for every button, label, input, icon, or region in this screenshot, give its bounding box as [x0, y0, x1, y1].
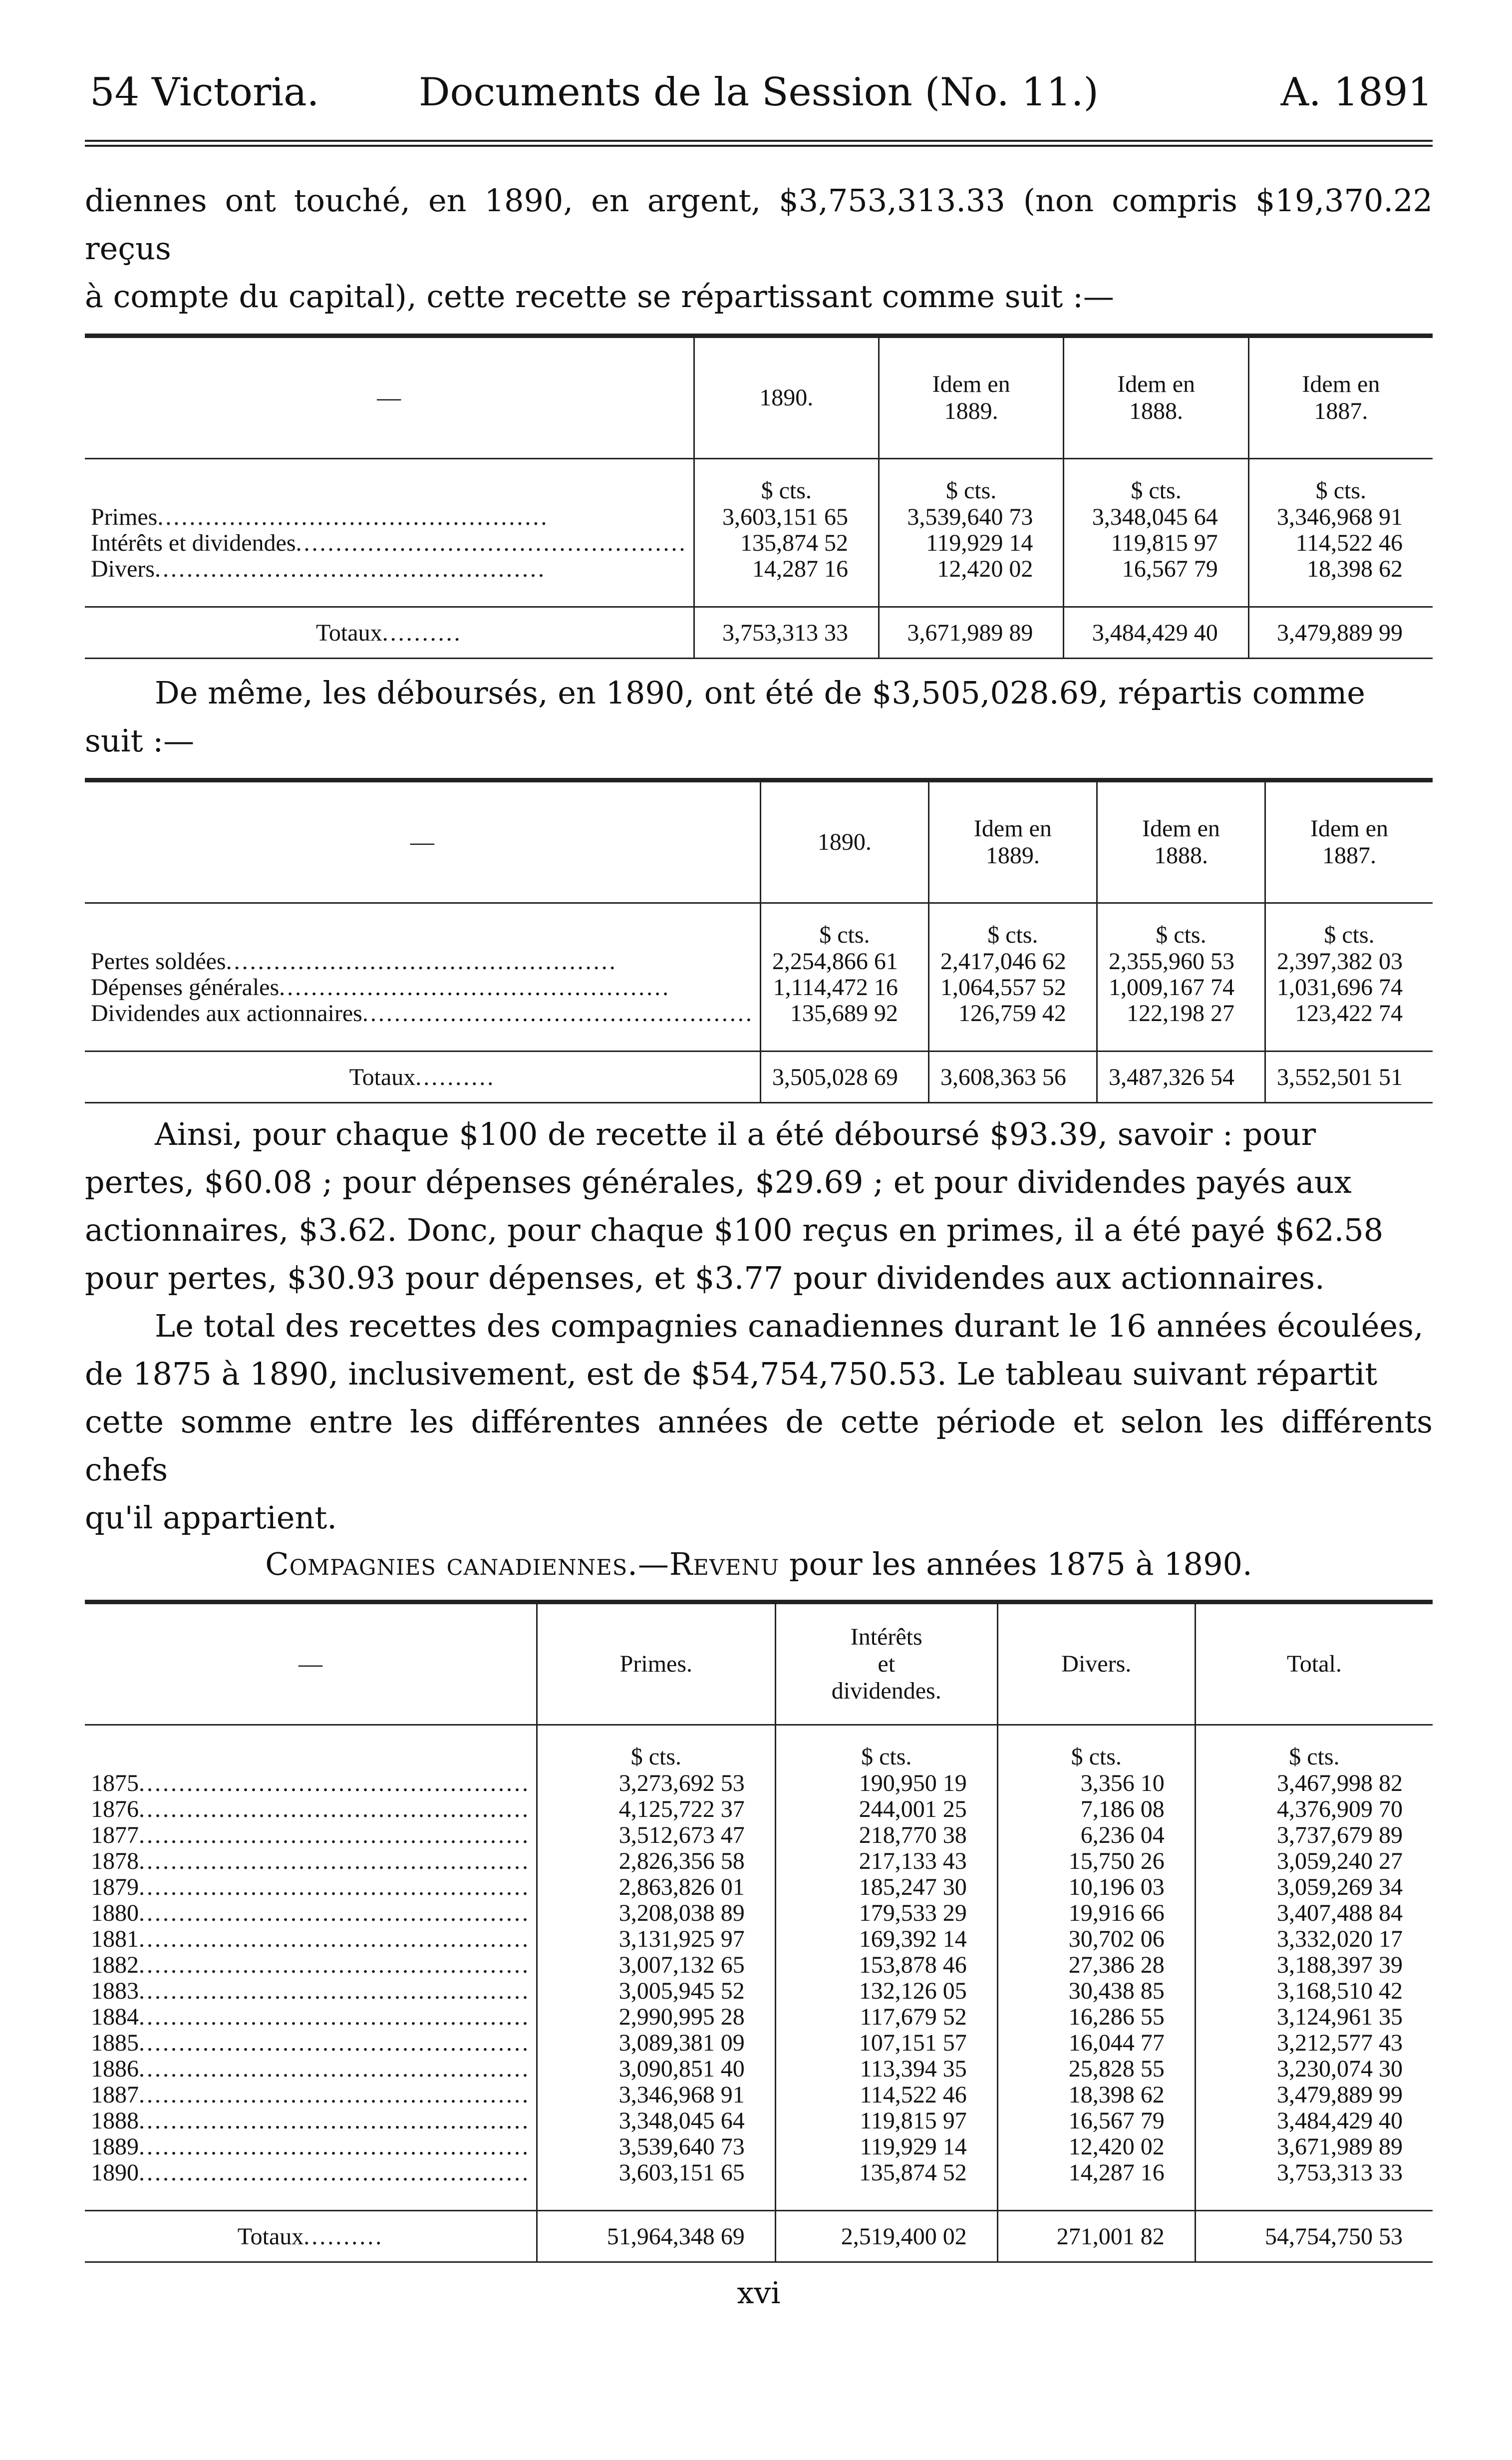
- table-cell: 135,874 52: [775, 2160, 997, 2186]
- table-cell: 3,346,968 91: [537, 2082, 776, 2108]
- table-cell: 3,484,429 40: [1195, 2108, 1433, 2134]
- table-row: [85, 975, 1433, 1001]
- table-cell: 2,990,995 28: [537, 2004, 776, 2030]
- units-label: $ cts.: [760, 903, 928, 949]
- table-row: [85, 1796, 1433, 1822]
- column-header: —: [85, 338, 694, 459]
- totals-label: Totaux..........: [85, 1052, 760, 1102]
- table-cell: 3,090,851 40: [537, 2056, 776, 2082]
- table-cell: 119,929 14: [775, 2134, 997, 2160]
- table-cell: 12,420 02: [997, 2134, 1195, 2160]
- row-label: 1890.................................................: [91, 2160, 530, 2186]
- table-cell: 14,287 16: [694, 556, 879, 582]
- row-label: Intérêts et dividendes.................................................: [91, 530, 687, 556]
- table-caption: [85, 1542, 1433, 1587]
- row-label: Pertes soldées.................................................: [91, 949, 617, 975]
- table-cell: 10,196 03: [997, 1874, 1195, 1900]
- table-cell: 3,131,925 97: [537, 1926, 776, 1952]
- table-cell: 3,188,397 39: [1195, 1952, 1433, 1978]
- table-cell: 3,407,488 84: [1195, 1900, 1433, 1926]
- row-label: 1881.................................................: [91, 1926, 530, 1952]
- table-rule: [85, 2261, 1433, 2263]
- row-label: 1886.................................................: [91, 2056, 530, 2082]
- table-row: [85, 2108, 1433, 2134]
- row-label: Divers.................................................: [91, 556, 546, 582]
- leader-dots: .................................................: [157, 504, 549, 530]
- table-cell: 2,826,356 58: [537, 1848, 776, 1874]
- total-cell: 3,479,889 99: [1248, 607, 1433, 658]
- total-cell: 51,964,348 69: [537, 2211, 776, 2262]
- row-label: 1875.................................................: [91, 1770, 530, 1796]
- table-cell: 3,089,381 09: [537, 2030, 776, 2056]
- table-row: [85, 1822, 1433, 1848]
- table-rule: [85, 778, 1433, 782]
- table-row: [85, 2030, 1433, 2056]
- total-cell: 3,552,501 51: [1265, 1052, 1433, 1102]
- table-cell: 3,059,240 27: [1195, 1848, 1433, 1874]
- table-row: [85, 530, 1433, 556]
- table-row: [85, 2134, 1433, 2160]
- table-cell: 4,376,909 70: [1195, 1796, 1433, 1822]
- table-row: [85, 504, 1433, 530]
- disbursements-table: [85, 782, 1433, 1102]
- units-label: $ cts.: [1265, 903, 1433, 949]
- middle-line: suit :—: [85, 722, 195, 759]
- table-row: [85, 1848, 1433, 1874]
- table-cell: 4,125,722 37: [537, 1796, 776, 1822]
- table-rule: [85, 658, 1433, 659]
- column-header: Idem en 1889.: [928, 782, 1097, 903]
- table-cell: 30,438 85: [997, 1978, 1195, 2004]
- paragraph-line: de 1875 à 1890, inclusivement, est de $54,754,750.53. Le tableau suivant répartit: [85, 1356, 1378, 1392]
- row-label: 1876.................................................: [91, 1796, 530, 1822]
- leader-dots: .................................................: [139, 1926, 530, 1952]
- table-row: [85, 1874, 1433, 1900]
- row-label: Dividendes aux actionnaires.................................................: [91, 1001, 754, 1027]
- units-row: [85, 459, 1433, 505]
- table-cell: 16,567 79: [997, 2108, 1195, 2134]
- row-label: 1878.................................................: [91, 1848, 530, 1874]
- leader-dots: .................................................: [139, 1900, 530, 1926]
- table-cell: 3,230,074 30: [1195, 2056, 1433, 2082]
- table-cell: 132,126 05: [775, 1978, 997, 2004]
- leader-dots: .................................................: [362, 1001, 754, 1027]
- totals-row: [85, 607, 1433, 658]
- intro-line: à compte du capital), cette recette se répartissant comme suit :—: [85, 278, 1114, 315]
- row-label: 1885.................................................: [91, 2030, 530, 2056]
- table-cell: 135,689 92: [760, 1001, 928, 1027]
- table-row: [85, 556, 1433, 582]
- row-label: 1887.................................................: [91, 2082, 530, 2108]
- table-row: [85, 949, 1433, 975]
- table-cell: 3,348,045 64: [537, 2108, 776, 2134]
- paragraph-line: pour pertes, $30.93 pour dépenses, et $3.77 pour dividendes aux actionnaires.: [85, 1260, 1325, 1296]
- table-cell: 244,001 25: [775, 1796, 997, 1822]
- table-cell: 2,417,046 62: [928, 949, 1097, 975]
- table-cell: 3,603,151 65: [537, 2160, 776, 2186]
- table-cell: 3,603,151 65: [694, 504, 879, 530]
- table-cell: 114,522 46: [775, 2082, 997, 2108]
- total-cell: 3,505,028 69: [760, 1052, 928, 1102]
- paragraph-line: actionnaires, $3.62. Donc, pour chaque $100 reçus en primes, il a été payé $62.58: [85, 1212, 1384, 1248]
- column-header: Divers.: [997, 1604, 1195, 1725]
- table-cell: 1,009,167 74: [1097, 975, 1265, 1001]
- table-rule: [85, 1600, 1433, 1604]
- leader-dots: .................................................: [139, 1770, 530, 1796]
- units-label: $ cts.: [928, 903, 1097, 949]
- page-header: [85, 65, 1433, 120]
- total-cell: 54,754,750 53: [1195, 2211, 1433, 2262]
- row-label: 1882.................................................: [91, 1952, 530, 1978]
- table-cell: 18,398 62: [997, 2082, 1195, 2108]
- column-header: Primes.: [537, 1604, 776, 1725]
- table-cell: 113,394 35: [775, 2056, 997, 2082]
- units-label: $ cts.: [537, 1725, 776, 1771]
- table-cell: 1,031,696 74: [1265, 975, 1433, 1001]
- row-label: 1879.................................................: [91, 1874, 530, 1900]
- leader-dots: .................................................: [226, 949, 617, 975]
- table-cell: 3,671,989 89: [1195, 2134, 1433, 2160]
- total-cell: 271,001 82: [997, 2211, 1195, 2262]
- table-rule: [85, 1102, 1433, 1103]
- total-cell: 3,487,326 54: [1097, 1052, 1265, 1102]
- leader-dots: .................................................: [139, 1952, 530, 1978]
- table-cell: 7,186 08: [997, 1796, 1195, 1822]
- units-label: $ cts.: [1248, 459, 1433, 505]
- table-cell: 3,332,020 17: [1195, 1926, 1433, 1952]
- table-cell: 119,815 97: [1064, 530, 1248, 556]
- table-cell: 3,007,132 65: [537, 1952, 776, 1978]
- table-cell: 2,355,960 53: [1097, 949, 1265, 975]
- table-cell: 27,386 28: [997, 1952, 1195, 1978]
- table-cell: 12,420 02: [879, 556, 1063, 582]
- leader-dots: .................................................: [139, 2004, 530, 2030]
- table-cell: 3,539,640 73: [537, 2134, 776, 2160]
- table-cell: 3,346,968 91: [1248, 504, 1433, 530]
- caption-title: Compagnies canadiennes.—Revenu: [265, 1546, 780, 1582]
- column-header: —: [85, 782, 760, 903]
- table-header-row: [85, 1604, 1433, 1725]
- table-row: [85, 2056, 1433, 2082]
- table-row: [85, 2160, 1433, 2186]
- units-label: $ cts.: [1195, 1725, 1433, 1771]
- leader-dots: .................................................: [154, 556, 546, 582]
- table-cell: 3,273,692 53: [537, 1770, 776, 1796]
- table-cell: 1,114,472 16: [760, 975, 928, 1001]
- table-header-row: [85, 338, 1433, 459]
- table-cell: 1,064,557 52: [928, 975, 1097, 1001]
- table-cell: 16,044 77: [997, 2030, 1195, 2056]
- table-row: [85, 2004, 1433, 2030]
- leader-dots: .................................................: [139, 1796, 530, 1822]
- header-rule: [85, 140, 1433, 147]
- table-cell: 16,286 55: [997, 2004, 1195, 2030]
- row-label: 1883.................................................: [91, 1978, 530, 2004]
- units-label: $ cts.: [694, 459, 879, 505]
- analysis-paragraph: [85, 1110, 1433, 1302]
- units-label: $ cts.: [997, 1725, 1195, 1771]
- units-label: $ cts.: [1064, 459, 1248, 505]
- table-cell: 185,247 30: [775, 1874, 997, 1900]
- table-rule: [85, 334, 1433, 338]
- table-cell: 126,759 42: [928, 1001, 1097, 1027]
- row-label: 1884.................................................: [91, 2004, 530, 2030]
- table-row: [85, 1978, 1433, 2004]
- table-cell: 169,392 14: [775, 1926, 997, 1952]
- document-page: [85, 65, 1433, 2311]
- leader-dots: .................................................: [139, 1822, 530, 1848]
- disbursement-paragraph: [85, 669, 1433, 765]
- table-row: [85, 1770, 1433, 1796]
- header-title: Documents de la Session (No. 11.): [419, 70, 1099, 115]
- table-row: [85, 1900, 1433, 1926]
- table-cell: 119,815 97: [775, 2108, 997, 2134]
- table-cell: 153,878 46: [775, 1952, 997, 1978]
- units-row: [85, 903, 1433, 949]
- table-cell: 123,422 74: [1265, 1001, 1433, 1027]
- table-cell: 2,397,382 03: [1265, 949, 1433, 975]
- leader-dots: ..........: [303, 2223, 384, 2250]
- paragraph-line: Le total des recettes des compagnies canadiennes durant le 16 années écoulées,: [155, 1308, 1424, 1344]
- table-cell: 3,539,640 73: [879, 504, 1063, 530]
- header-year: A. 1891: [1280, 70, 1433, 115]
- table-cell: 15,750 26: [997, 1848, 1195, 1874]
- units-label: $ cts.: [775, 1725, 997, 1771]
- column-header: Idem en 1889.: [879, 338, 1063, 459]
- column-header: Idem en 1887.: [1265, 782, 1433, 903]
- row-label: Primes.................................................: [91, 504, 549, 530]
- table-cell: 3,124,961 35: [1195, 2004, 1433, 2030]
- total-cell: 3,484,429 40: [1064, 607, 1248, 658]
- table-cell: 3,753,313 33: [1195, 2160, 1433, 2186]
- table-cell: 217,133 43: [775, 1848, 997, 1874]
- receipts-table: [85, 338, 1433, 658]
- middle-line: De même, les déboursés, en 1890, ont été de $3,505,028.69, répartis comme: [155, 675, 1365, 711]
- leader-dots: .................................................: [139, 1848, 530, 1874]
- table-cell: 179,533 29: [775, 1900, 997, 1926]
- totals-row: [85, 2211, 1433, 2262]
- units-label: $ cts.: [1097, 903, 1265, 949]
- total-cell: 3,753,313 33: [694, 607, 879, 658]
- table-cell: 18,398 62: [1248, 556, 1433, 582]
- table-row: [85, 1952, 1433, 1978]
- table-cell: 114,522 46: [1248, 530, 1433, 556]
- column-header: —: [85, 1604, 537, 1725]
- table-cell: 2,863,826 01: [537, 1874, 776, 1900]
- revenue-table: [85, 1604, 1433, 2261]
- header-session: 54 Victoria.: [90, 70, 319, 115]
- totals-label: Totaux..........: [85, 607, 694, 658]
- table-cell: 30,702 06: [997, 1926, 1195, 1952]
- table-cell: 14,287 16: [997, 2160, 1195, 2186]
- table-cell: 117,679 52: [775, 2004, 997, 2030]
- table-cell: 119,929 14: [879, 530, 1063, 556]
- paragraph-line: cette somme entre les différentes années de cette période et selon les différents chefs: [85, 1404, 1433, 1488]
- row-label: 1877.................................................: [91, 1822, 530, 1848]
- table-cell: 16,567 79: [1064, 556, 1248, 582]
- row-label: 1889.................................................: [91, 2134, 530, 2160]
- table-cell: 3,005,945 52: [537, 1978, 776, 2004]
- leader-dots: .................................................: [296, 530, 687, 556]
- row-label: 1888.................................................: [91, 2108, 530, 2134]
- units-row: [85, 1725, 1433, 1771]
- table-cell: 190,950 19: [775, 1770, 997, 1796]
- table-header-row: [85, 782, 1433, 903]
- table-cell: 135,874 52: [694, 530, 879, 556]
- column-header: 1890.: [760, 782, 928, 903]
- table-cell: 3,467,998 82: [1195, 1770, 1433, 1796]
- leader-dots: .................................................: [139, 2160, 530, 2186]
- total-cell: 2,519,400 02: [775, 2211, 997, 2262]
- column-header: Intérêts et dividendes.: [775, 1604, 997, 1725]
- leader-dots: .................................................: [139, 1978, 530, 2004]
- paragraph-line: qu'il appartient.: [85, 1499, 337, 1536]
- units-label: $ cts.: [879, 459, 1063, 505]
- table-cell: 3,168,510 42: [1195, 1978, 1433, 2004]
- summary-paragraph: [85, 1302, 1433, 1542]
- column-header: 1890.: [694, 338, 879, 459]
- leader-dots: ..........: [415, 1063, 496, 1090]
- leader-dots: .................................................: [139, 2108, 530, 2134]
- column-header: Idem en 1888.: [1064, 338, 1248, 459]
- paragraph-line: pertes, $60.08 ; pour dépenses générales, $29.69 ; et pour dividendes payés aux: [85, 1164, 1352, 1200]
- table-cell: 2,254,866 61: [760, 949, 928, 975]
- page-number: xvi: [737, 2276, 781, 2311]
- total-cell: 3,671,989 89: [879, 607, 1063, 658]
- column-header: Idem en 1888.: [1097, 782, 1265, 903]
- leader-dots: .................................................: [139, 2030, 530, 2056]
- totals-row: [85, 1052, 1433, 1102]
- leader-dots: ..........: [382, 619, 462, 646]
- table-cell: 3,512,673 47: [537, 1822, 776, 1848]
- leader-dots: .................................................: [139, 2134, 530, 2160]
- leader-dots: .................................................: [139, 2082, 530, 2108]
- table-cell: 3,479,889 99: [1195, 2082, 1433, 2108]
- table-cell: 25,828 55: [997, 2056, 1195, 2082]
- table-cell: 107,151 57: [775, 2030, 997, 2056]
- table-cell: 3,059,269 34: [1195, 1874, 1433, 1900]
- totals-label: Totaux..........: [85, 2211, 537, 2262]
- row-label: 1880.................................................: [91, 1900, 530, 1926]
- leader-dots: .................................................: [139, 1874, 530, 1900]
- table-cell: 218,770 38: [775, 1822, 997, 1848]
- table-cell: 3,208,038 89: [537, 1900, 776, 1926]
- table-cell: 6,236 04: [997, 1822, 1195, 1848]
- table-row: [85, 1001, 1433, 1027]
- row-label: Dépenses générales.................................................: [91, 975, 671, 1001]
- table-cell: 122,198 27: [1097, 1001, 1265, 1027]
- paragraph-line: Ainsi, pour chaque $100 de recette il a été déboursé $93.39, savoir : pour: [155, 1116, 1316, 1152]
- table-cell: 19,916 66: [997, 1900, 1195, 1926]
- column-header: Total.: [1195, 1604, 1433, 1725]
- leader-dots: .................................................: [139, 2056, 530, 2082]
- intro-line: diennes ont touché, en 1890, en argent, $3,753,313.33 (non compris $19,370.22 reçus: [85, 182, 1433, 267]
- intro-paragraph: [85, 177, 1433, 321]
- table-cell: 3,356 10: [997, 1770, 1195, 1796]
- table-row: [85, 2082, 1433, 2108]
- caption-rest: pour les années 1875 à 1890.: [779, 1546, 1252, 1582]
- table-cell: 3,348,045 64: [1064, 504, 1248, 530]
- column-header: Idem en 1887.: [1248, 338, 1433, 459]
- leader-dots: .................................................: [279, 975, 671, 1001]
- table-cell: 3,212,577 43: [1195, 2030, 1433, 2056]
- total-cell: 3,608,363 56: [928, 1052, 1097, 1102]
- table-cell: 3,737,679 89: [1195, 1822, 1433, 1848]
- table-row: [85, 1926, 1433, 1952]
